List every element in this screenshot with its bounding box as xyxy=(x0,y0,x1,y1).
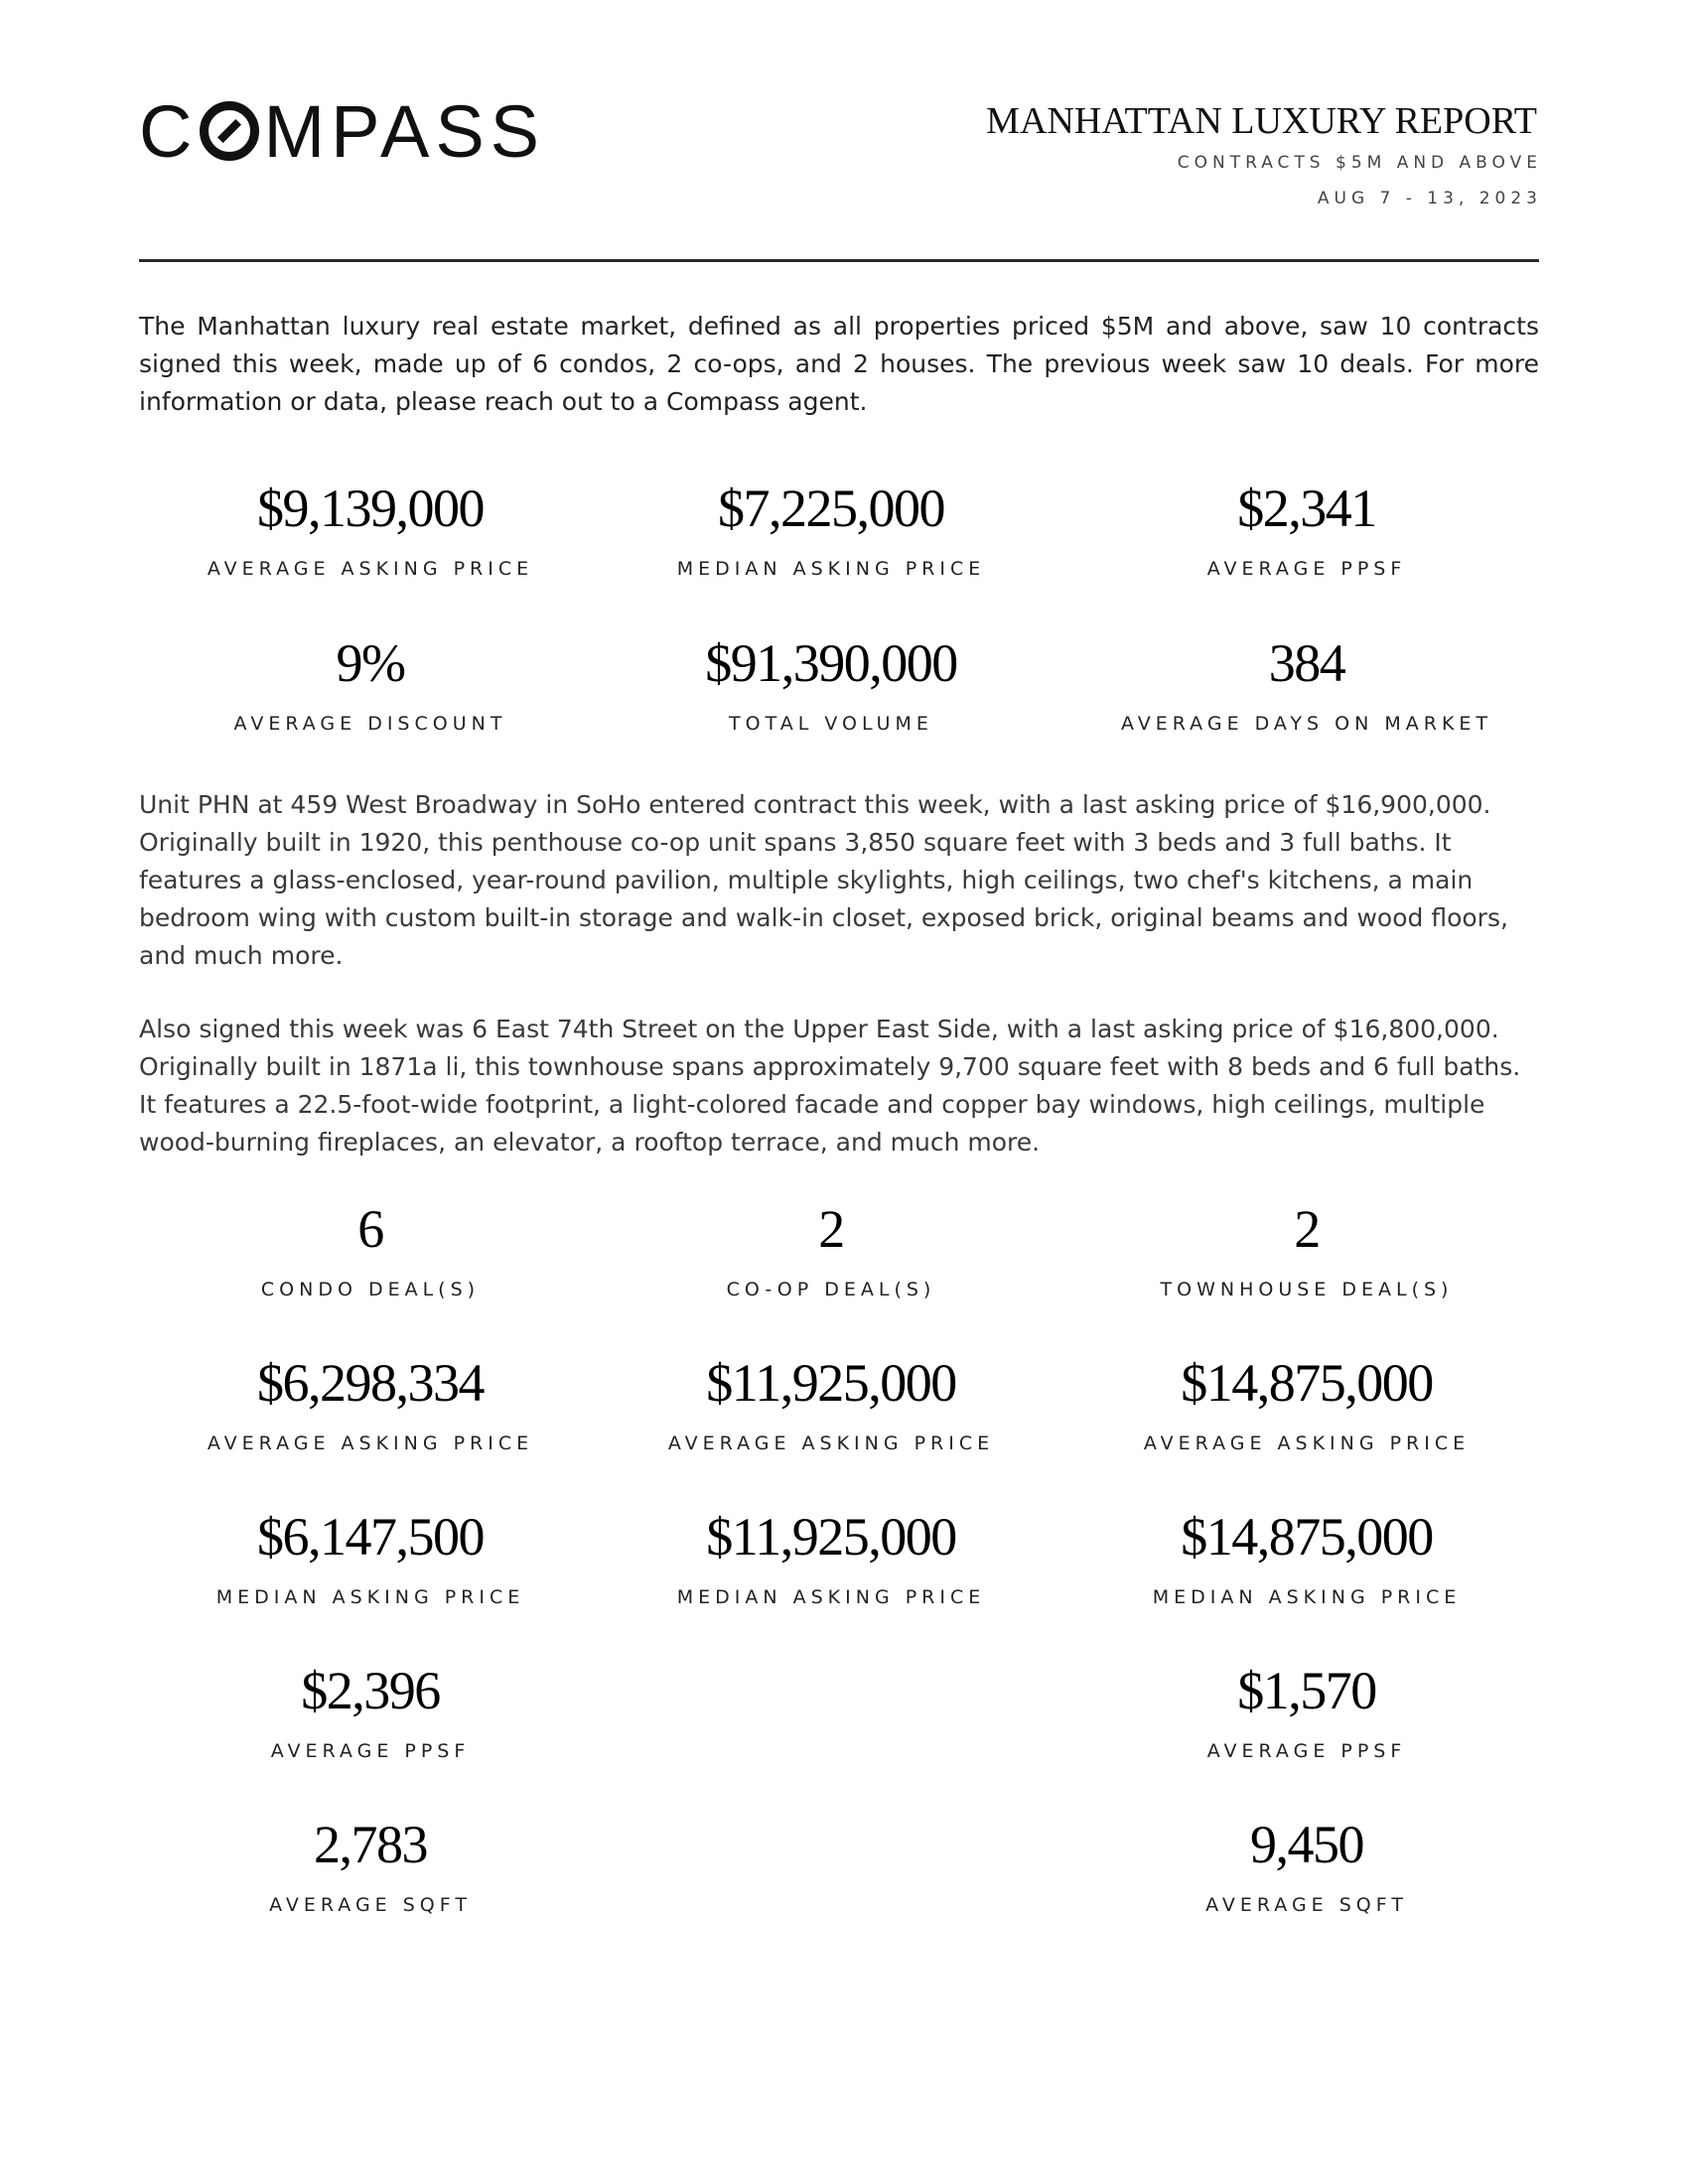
condo-deals xyxy=(142,1199,599,1300)
compass-logo xyxy=(139,91,545,171)
stat-label: AVERAGE ASKING PRICE xyxy=(667,1433,995,1454)
coop-median-asking-price xyxy=(603,1507,1059,1608)
stat-value: $6,147,500 xyxy=(257,1507,484,1567)
townhouse-average-sqft xyxy=(1078,1815,1535,1916)
stat-label: AVERAGE ASKING PRICE xyxy=(207,558,534,580)
stat-value: 2,783 xyxy=(314,1815,427,1874)
townhouse-deals xyxy=(1078,1199,1535,1300)
townhouse-median-asking-price xyxy=(1078,1507,1535,1608)
stat-value: 9% xyxy=(336,633,405,693)
stat-value: 384 xyxy=(1268,633,1345,693)
stat-average-asking-price xyxy=(142,478,599,580)
stat-average-discount xyxy=(142,633,599,735)
condo-median-asking-price xyxy=(142,1507,599,1608)
stat-value: 6 xyxy=(357,1199,383,1259)
stat-value: $2,396 xyxy=(301,1661,440,1720)
stat-total-volume xyxy=(603,633,1059,735)
condo-average-sqft xyxy=(142,1815,599,1916)
stat-label: MEDIAN ASKING PRICE xyxy=(676,1586,986,1608)
stat-label: MEDIAN ASKING PRICE xyxy=(215,1586,525,1608)
stat-median-asking-price xyxy=(603,478,1059,580)
stat-label: AVERAGE SQFT xyxy=(269,1894,472,1916)
stat-label: TOTAL VOLUME xyxy=(729,713,933,735)
stat-label: AVERAGE DAYS ON MARKET xyxy=(1120,713,1493,735)
townhouse-average-ppsf xyxy=(1078,1661,1535,1762)
stat-value: $11,925,000 xyxy=(706,1507,956,1567)
stat-label: AVERAGE SQFT xyxy=(1205,1894,1408,1916)
logo-letter-c: C xyxy=(139,89,199,173)
condo-average-asking-price xyxy=(142,1353,599,1454)
condo-average-ppsf xyxy=(142,1661,599,1762)
highlight-paragraph-1: Unit PHN at 459 West Broadway in SoHo entered contract this week, with a last asking price of $16,900,000. Originally built in 1920, this penthouse co-op unit spans 3,850 square feet with 3 beds and 3 full baths. It features a glass-enclosed, year-round pavilion, multiple skylights, high ceilings, two chef's kitchens, a main bedroom wing with custom built-in storage and walk-in closet, exposed brick, original beams and wood floors, and much more. xyxy=(139,790,1508,970)
coop-deals xyxy=(603,1199,1059,1300)
stat-label: AVERAGE PPSF xyxy=(1206,558,1407,580)
report-title: MANHATTAN LUXURY REPORT xyxy=(986,100,1537,142)
stat-value: $11,925,000 xyxy=(706,1353,956,1413)
header-divider xyxy=(139,259,1539,262)
stat-average-days-on-market xyxy=(1078,633,1535,735)
stat-value: $6,298,334 xyxy=(257,1353,484,1413)
logo-letters: MPASS xyxy=(263,89,546,173)
stat-average-ppsf xyxy=(1078,478,1535,580)
stat-label: CO-OP DEAL(S) xyxy=(726,1279,936,1300)
stat-value: $9,139,000 xyxy=(257,478,484,538)
stat-label: CONDO DEAL(S) xyxy=(260,1279,481,1300)
stat-label: TOWNHOUSE DEAL(S) xyxy=(1160,1279,1454,1300)
stat-value: $14,875,000 xyxy=(1181,1507,1433,1567)
stat-label: AVERAGE PPSF xyxy=(1206,1740,1407,1762)
stat-value: 2 xyxy=(1294,1199,1320,1259)
stat-label: AVERAGE ASKING PRICE xyxy=(207,1433,534,1454)
coop-average-asking-price xyxy=(603,1353,1059,1454)
highlight-paragraph-2: Also signed this week was 6 East 74th Street on the Upper East Side, with a last asking price of $16,800,000. Originally built in 1871a li, this townhouse spans approximately 9,700 square feet with 8 beds and 6 full baths. It features a 22.5-foot-wide footprint, a light-colored facade and copper bay windows, high ceilings, multiple wood-burning fireplaces, an elevator, a rooftop terrace, and much more. xyxy=(139,1015,1521,1157)
report-date-range: AUG 7 - 13, 2023 xyxy=(1317,189,1542,208)
stat-value: $7,225,000 xyxy=(718,478,944,538)
stat-label: AVERAGE ASKING PRICE xyxy=(1143,1433,1471,1454)
stat-value: 2 xyxy=(818,1199,844,1259)
intro-paragraph: The Manhattan luxury real estate market, defined as all properties priced $5M and above, saw 10 contracts signed this week, made up of 6 condos, 2 co-ops, and 2 houses. The previous week saw 10 deals. For more information or data, please reach out to a Compass agent. xyxy=(139,312,1539,416)
report-header xyxy=(986,97,1542,216)
stat-value: $14,875,000 xyxy=(1181,1353,1433,1413)
report-subtitle: CONTRACTS $5M AND ABOVE xyxy=(1177,153,1542,173)
stat-label: MEDIAN ASKING PRICE xyxy=(1152,1586,1462,1608)
stat-value: $91,390,000 xyxy=(705,633,957,693)
townhouse-average-asking-price xyxy=(1078,1353,1535,1454)
stat-value: $2,341 xyxy=(1237,478,1376,538)
stat-label: AVERAGE PPSF xyxy=(270,1740,471,1762)
stat-label: MEDIAN ASKING PRICE xyxy=(676,558,986,580)
stat-value: 9,450 xyxy=(1250,1815,1363,1874)
compass-o-icon xyxy=(200,101,259,161)
stat-value: $1,570 xyxy=(1237,1661,1376,1720)
stat-label: AVERAGE DISCOUNT xyxy=(233,713,507,735)
